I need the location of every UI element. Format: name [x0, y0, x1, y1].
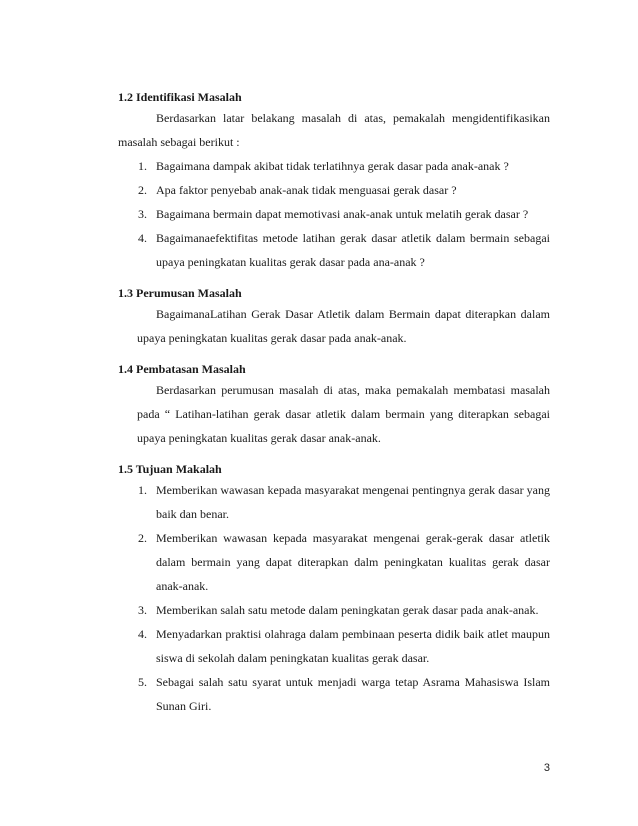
list-item [118, 226, 550, 274]
list-number: 1. [138, 159, 147, 173]
list-number: 3. [138, 207, 147, 221]
section-heading: 1.4 Pembatasan Masalah [118, 362, 246, 376]
page-number: 3 [543, 762, 550, 774]
document-page [118, 88, 550, 728]
section-heading: 1.3 Perumusan Masalah [118, 286, 242, 300]
list-item [118, 598, 550, 622]
list-item [118, 670, 550, 718]
list-text: Sebagai salah satu syarat untuk menjadi warga tetap Asrama Mahasiswa Islam Sunan Giri. [156, 675, 550, 713]
section-paragraph: BagaimanaLatihan Gerak Dasar Atletik dalam Bermain dapat diterapkan dalam upaya peningkatan kualitas gerak dasar pada anak-anak. [137, 307, 550, 345]
list-number: 1. [138, 483, 147, 497]
section-heading: 1.5 Tujuan Makalah [118, 462, 222, 476]
list-text: Apa faktor penyebab anak-anak tidak menguasai gerak dasar ? [156, 183, 457, 197]
section-tujuan-makalah [118, 460, 550, 718]
list-number: 2. [138, 531, 147, 545]
list-number: 2. [138, 183, 147, 197]
list-item [118, 202, 550, 226]
list-number: 5. [138, 675, 147, 689]
list-text: Bagaimanaefektifitas metode latihan gerak dasar atletik dalam bermain sebagai upaya peningkatan kualitas gerak dasar pada ana-anak ? [156, 231, 550, 269]
list-item [118, 478, 550, 526]
section-identifikasi-masalah [118, 88, 550, 274]
tujuan-list [118, 478, 550, 718]
list-text: Bagaimana bermain dapat memotivasi anak-anak untuk melatih gerak dasar ? [156, 207, 529, 221]
list-text: Menyadarkan praktisi olahraga dalam pembinaan peserta didik baik atlet maupun siswa di sekolah dalam peningkatan kualitas gerak dasar. [156, 627, 550, 665]
list-text: Memberikan wawasan kepada masyarakat mengenai pentingnya gerak dasar yang baik dan benar. [156, 483, 550, 521]
list-number: 4. [138, 231, 147, 245]
list-number: 4. [138, 627, 147, 641]
list-item [118, 622, 550, 670]
section-paragraph: Berdasarkan perumusan masalah di atas, maka pemakalah membatasi masalah pada “ Latihan-latihan gerak dasar atletik dalam bermain yang diterapkan sebagai upaya peningkatan kualitas gerak dasar anak-anak. [137, 383, 550, 445]
section-paragraph: Berdasarkan latar belakang masalah di atas, pemakalah mengidentifikasikan masalah sebagai berikut : [118, 111, 550, 149]
list-text: Memberikan wawasan kepada masyarakat mengenai gerak-gerak dasar atletik dalam bermain yang dapat diterapkan dalm peningkatan kualitas gerak dasar anak-anak. [156, 531, 550, 593]
list-text: Bagaimana dampak akibat tidak terlatihnya gerak dasar pada anak-anak ? [156, 159, 509, 173]
list-text: Memberikan salah satu metode dalam peningkatan gerak dasar pada anak-anak. [156, 603, 539, 617]
list-number: 3. [138, 603, 147, 617]
identifikasi-list [118, 154, 550, 274]
section-perumusan-masalah [118, 284, 550, 350]
list-item [118, 526, 550, 598]
section-heading: 1.2 Identifikasi Masalah [118, 90, 242, 104]
list-item [118, 178, 550, 202]
section-pembatasan-masalah [118, 360, 550, 450]
list-item [118, 154, 550, 178]
